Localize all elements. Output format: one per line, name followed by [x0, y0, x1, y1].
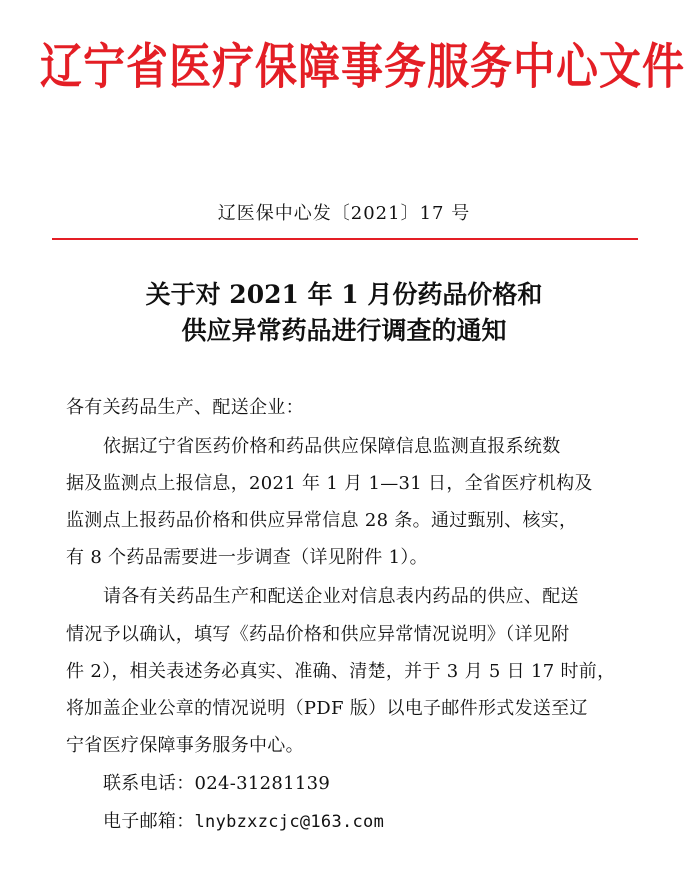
document-title-line-1: 关于对 2021 年 1 月份药品价格和: [145, 280, 543, 309]
paragraph-2-line-1: 请各有关药品生产和配送企业对信息表内药品的供应、配送: [103, 586, 579, 607]
paragraph-2-line-2: 情况予以确认，填写《药品价格和供应异常情况说明》（详见附: [66, 624, 570, 645]
issuing-org-header: 辽宁省医疗保障事务服务中心文件: [40, 38, 686, 95]
document-title-line-2: 供应异常药品进行调查的通知: [181, 316, 507, 345]
paragraph-1-line-4: 有 8 个药品需要进一步调查（详见附件 1）。: [66, 547, 428, 568]
salutation: 各有关药品生产、配送企业：: [66, 397, 304, 418]
paragraph-2-line-5: 宁省医疗保障事务服务中心。: [66, 735, 304, 756]
contact-phone: 联系电话：024-31281139: [103, 773, 331, 794]
paragraph-2-line-4: 将加盖企业公章的情况说明（PDF 版）以电子邮件形式发送至辽: [66, 698, 588, 719]
red-divider-line: [52, 238, 638, 240]
contact-email-label: 电子邮箱：: [103, 811, 195, 832]
paragraph-1-line-1: 依据辽宁省医药价格和药品供应保障信息监测直报系统数: [103, 436, 561, 457]
contact-email-value: lnybzxzcjc@163.com: [194, 812, 385, 832]
contact-email: [103, 809, 384, 835]
paragraph-2-line-3: 件 2），相关表述务必真实、准确、清楚，并于 3 月 5 日 17 时前，: [66, 661, 616, 682]
paragraph-1-line-3: 监测点上报药品价格和供应异常信息 28 条。通过甄别、核实，: [66, 510, 578, 531]
document-number: 辽医保中心发〔2021〕17 号: [217, 203, 471, 224]
paragraph-1-line-2: 据及监测点上报信息，2021 年 1 月 1—31 日，全省医疗机构及: [66, 473, 593, 494]
